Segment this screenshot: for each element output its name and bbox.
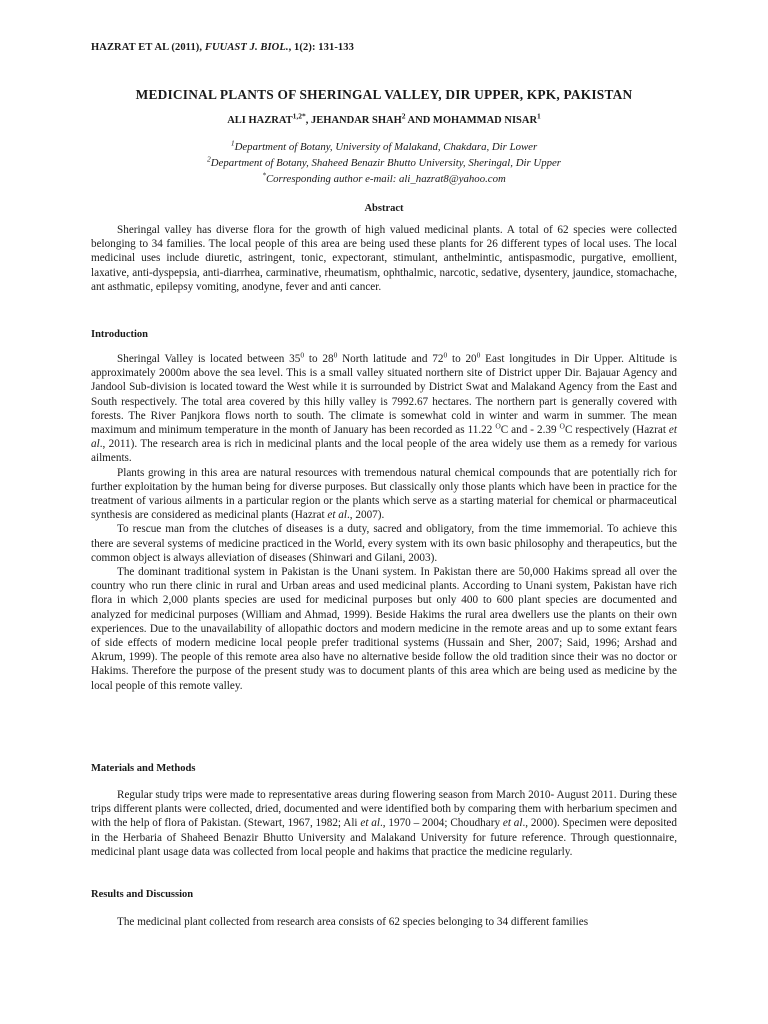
- running-head-authors: HAZRAT ET AL (2011),: [91, 42, 205, 53]
- paper-title: MEDICINAL PLANTS OF SHERINGAL VALLEY, DIR UPPER, KPK, PAKISTAN: [135, 87, 633, 102]
- et-al: et al: [360, 817, 380, 830]
- intro-paragraph-2: [91, 466, 677, 523]
- results-body: [91, 915, 677, 929]
- text-run: ., 1970 – 2004; Choudhary: [379, 817, 503, 830]
- text-run: Plants growing in this area are natural resources with tremendous natural chemical compounds that are potentially rich for further exploitation by the human being for diverse purposes. But classically only those plants which have been in practice for the treatment of various ailments in a particular region or the plants which serve as a starting material for chemical or pharmaceutical synthesis are considered as medicinal plants (Hazrat: [91, 466, 677, 522]
- author-list: [91, 111, 677, 126]
- degree-superscript: O: [559, 421, 565, 431]
- text-run: C respectively (Hazrat: [564, 424, 669, 437]
- degree-superscript: 0: [443, 350, 448, 360]
- methods-paragraph-1: [91, 788, 677, 859]
- author-superscript: 1,2*: [292, 111, 306, 121]
- running-head-journal: FUUAST J. BIOL.: [204, 42, 289, 53]
- affiliation-superscript: *: [262, 170, 266, 180]
- intro-paragraph-1: [91, 352, 677, 466]
- running-head-volume: , 1(2): 131-133: [288, 42, 354, 53]
- corresponding-author: [91, 170, 677, 185]
- text-run: to 28: [304, 353, 334, 365]
- text-run: ., 2000). Specimen were deposited in the Herbaria of Shaheed Benazir Bhutto University and Malakand University for future reference. Through questionnaire, medicinal plant usage data was collected from local people and hakims that practice the medicine regularly.: [91, 817, 677, 858]
- abstract-heading: Abstract: [364, 203, 404, 214]
- affiliation-text: Department of Botany, University of Malakand, Chakdara, Dir Lower: [234, 141, 538, 153]
- degree-superscript: 0: [300, 350, 305, 360]
- et-al: et al: [502, 817, 523, 830]
- degree-superscript: O: [495, 421, 501, 431]
- methods-heading: Materials and Methods: [91, 763, 196, 774]
- text-run: ., 2011). The research area is rich in medicinal plants and the local people of the area widely use them as a remedy for various ailments.: [91, 438, 677, 465]
- intro-paragraph-4: The dominant traditional system in Pakistan is the Unani system. In Pakistan there are 50,000 Hakims spread all over the country who run there clinic in rural and Urban areas and used medicinal plants. According to Unani system, Pakistan have rich flora in which 2,000 plants species are used for medicinal purposes but only 400 to 600 plant species are documented and analyzed for medicinal purposes (William and Ahmad, 1999). Beside Hakims the rural area dwellers use the plants on their own experiences. Due to the unavailability of allopathic doctors and modern medicine in the remote areas and up to some extant fears of side effects of modern medicine local people prefer traditional systems (Hussain and Sher, 2007; Said, 1996; Arshad and Akrum, 1999). The people of this remote area also have no alternative beside follow the old tradition since their was no doctor or Hakims. Therefore the purpose of the present study was to document plants of this area which are being used as medicine by the local people of this remote valley.: [91, 566, 677, 692]
- author-name: AND MOHAMMAD NISAR: [405, 115, 538, 126]
- text-run: East longitudes in Dir Upper. Altitude is approximately 2000m above the sea level. This is a small valley situated northern site of District upper Dir. Bajauar Agency and Jandool Sub-division is located toward the West while it is surrounded by District Swat and Malakand Agency from the East and South respectively. The total area covered by this hilly valley is 7992.67 hectares. The northern part is generally covered with forests. The River Panjkora flows north to south. The climate is somewhat cold in winter and warm in summer. The mean maximum and minimum temperature in the month of January has been recorded as 11.22: [91, 353, 677, 437]
- text-run: C and - 2.39: [500, 424, 560, 437]
- author-superscript: 2: [401, 111, 406, 121]
- results-paragraph-1: The medicinal plant collected from research area consists of 62 species belonging to 34 different families: [117, 916, 589, 928]
- intro-paragraph-3: To rescue man from the clutches of diseases is a duty, sacred and obligatory, from the time immemorial. To achieve this there are several systems of medicine practiced in the World, every system with its own basic philosophy and therapeutics, but the common object is always alleviation of diseases (Shinwari and Gilani, 2003).: [91, 523, 677, 564]
- methods-body: [91, 788, 677, 859]
- introduction-heading: Introduction: [91, 329, 148, 340]
- author-name: ALI HAZRAT: [227, 115, 293, 126]
- abstract-paragraph: Sheringal valley has diverse flora for the growth of high valued medicinal plants. A total of 62 species were collected belonging to 34 families. The local people of this area are being used these plants for 26 different types of local uses. The local medicinal uses include diuretic, astringent, tonic, expectorant, stimulant, anthelmintic, antispasmodic, purgative, emollient, laxative, anti-dyspepsia, anti-diarrhea, carminative, rheumatism, ophthalmic, narcotic, sedative, dysentery, jaundice, stomachache, ant asthmatic, epilepsy vomiting, anodyne, fever and anti cancer.: [91, 224, 677, 293]
- et-al: et al: [91, 424, 677, 451]
- et-al: et al: [327, 509, 347, 522]
- author-superscript: 1: [537, 111, 541, 121]
- text-run: ., 2007).: [347, 509, 385, 522]
- text-run: Regular study trips were made to representative areas during flowering season from March 2010- August 2011. During these trips different plants were collected, dried, documented and were identified both by comparing them with herbarium specimen and with the help of flora of Pakistan. (Stewart, 1967, 1982; Ali: [91, 789, 677, 830]
- running-head: [91, 42, 354, 53]
- affiliation-superscript: 2: [206, 154, 211, 164]
- text-run: to 20: [447, 353, 477, 365]
- degree-superscript: 0: [476, 350, 481, 360]
- text-run: North latitude and 72: [337, 353, 444, 365]
- text-run: Sheringal Valley is located between 35: [117, 353, 301, 365]
- affiliation-1: [91, 138, 677, 153]
- introduction-body: [91, 352, 677, 693]
- abstract-body: [91, 223, 677, 294]
- author-name: , JEHANDAR SHAH: [305, 115, 402, 126]
- affiliation-superscript: 1: [230, 138, 235, 148]
- degree-superscript: 0: [333, 350, 338, 360]
- affiliation-2: [91, 154, 677, 169]
- corresponding-email: Corresponding author e-mail: ali_hazrat8@yahoo.com: [265, 173, 506, 185]
- affiliation-text: Department of Botany, Shaheed Benazir Bhutto University, Sheringal, Dir Upper: [210, 157, 561, 169]
- results-heading: Results and Discussion: [91, 889, 194, 900]
